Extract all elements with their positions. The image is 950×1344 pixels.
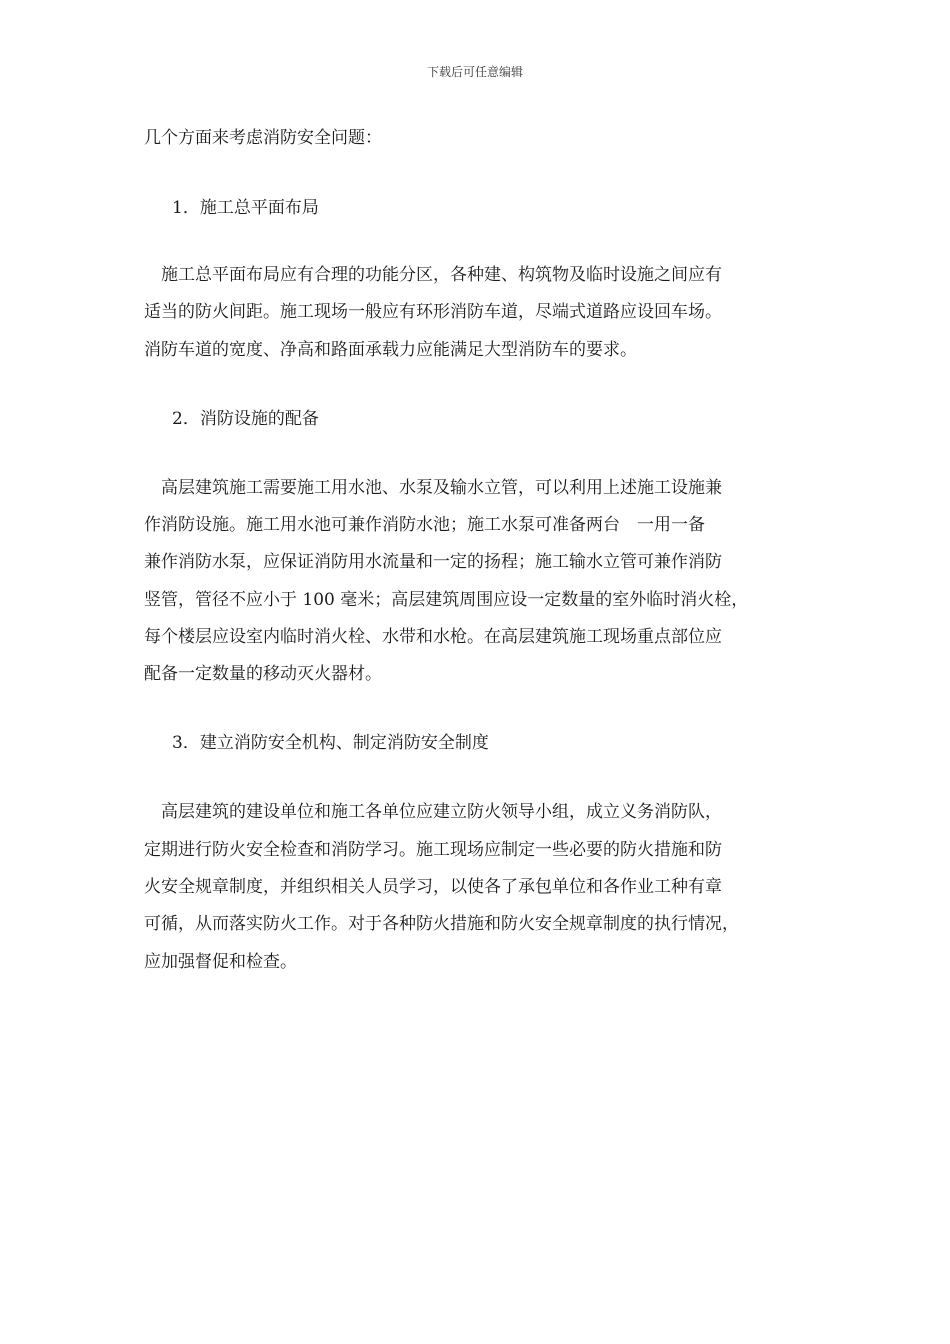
paragraph-3-line-2: 定期进行防火安全检查和消防学习。施工现场应制定一些必要的防火措施和防 (144, 840, 722, 860)
section-heading-3: 3．建立消防安全机构、制定消防安全制度 (172, 733, 489, 753)
paragraph-2-line-6: 配备一定数量的移动灭火器材。 (144, 664, 382, 684)
paragraph-3-line-1: 高层建筑的建设单位和施工各单位应建立防火领导小组，成立义务消防队， (144, 802, 722, 822)
paragraph-3-line-4: 可循，从而落实防火工作。对于各种防火措施和防火安全规章制度的执行情况， (144, 914, 739, 934)
paragraph-2-line-5: 每个楼层应设室内临时消火栓、水带和水枪。在高层建筑施工现场重点部位应 (144, 627, 722, 647)
section-heading-1: 1．施工总平面布局 (172, 198, 319, 218)
paragraph-2-line-1: 高层建筑施工需要施工用水池、水泵及输水立管，可以利用上述施工设施兼 (144, 478, 722, 498)
paragraph-1-line-2: 适当的防火间距。施工现场一般应有环形消防车道，尽端式道路应设回车场。 (144, 302, 722, 322)
intro-line: 几个方面来考虑消防安全问题： (144, 128, 382, 148)
paragraph-2-line-3: 兼作消防水泵，应保证消防用水流量和一定的扬程；施工输水立管可兼作消防 (144, 552, 722, 572)
paragraph-1-line-1: 施工总平面布局应有合理的功能分区，各种建、构筑物及临时设施之间应有 (144, 265, 722, 285)
paragraph-2-line-4: 竖管，管径不应小于 100 毫米；高层建筑周围应设一定数量的室外临时消火栓， (144, 590, 749, 610)
paragraph-2-line-2: 作消防设施。施工用水池可兼作消防水池；施工水泵可准备两台 一用一备 (144, 515, 705, 535)
paragraph-3-line-5: 应加强督促和检查。 (144, 952, 297, 972)
page-header-note: 下载后可任意编辑 (426, 65, 523, 79)
section-heading-2: 2．消防设施的配备 (172, 409, 319, 429)
paragraph-1-line-3: 消防车道的宽度、净高和路面承载力应能满足大型消防车的要求。 (144, 340, 637, 360)
paragraph-3-line-3: 火安全规章制度，并组织相关人员学习，以使各了承包单位和各作业工种有章 (144, 877, 722, 897)
